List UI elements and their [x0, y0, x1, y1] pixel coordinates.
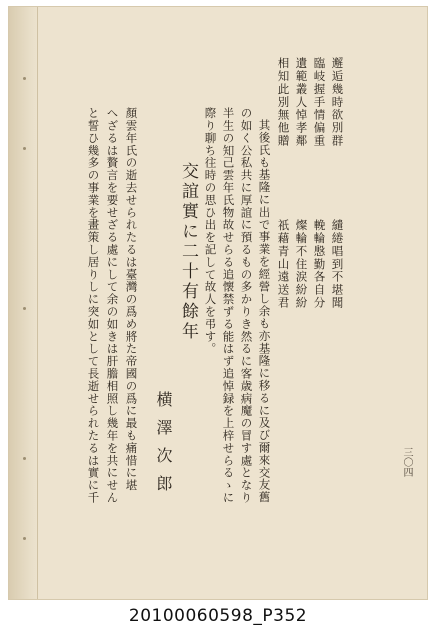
section-title: 交誼實に二十有餘年: [178, 162, 198, 342]
poem-line: 燦輪不住涙紛紛: [294, 219, 309, 310]
page-binding: [9, 7, 39, 599]
poem-line: 遺範叢人悼孝鄰: [294, 57, 309, 148]
poem-line: 相知此別無他贈: [276, 57, 291, 148]
paragraph-line: 其後氏も基隆に出で事業を經營し余も亦基隆に移るに及び爾來交友舊: [257, 119, 272, 504]
poem-line: 輓輪慇勤各自分: [312, 219, 327, 310]
page-number: 三〇四: [401, 447, 412, 477]
author-name: 横澤次郎: [154, 391, 173, 503]
section-body-line: 顏雲年氏の逝去せられたるは臺灣の爲め將た帝國の爲に最も痛惜に堪: [124, 107, 139, 492]
section-body-line: へざるは贅言を要せざる處にして余の如きは肝膽相照し幾年を共にせん: [105, 107, 120, 504]
paragraph-line: の如く公私共に厚誼に預るもの多かりき然るに客歳病魔の冒す處となり: [239, 107, 254, 504]
poem-line: 繾綣唱到不堪聞: [330, 219, 345, 310]
poem-line: 臨岐握手情偏重: [312, 57, 327, 148]
scanned-page: [8, 6, 428, 600]
paragraph-line: 際り聊ち往時の思ひ出を記して故人を弔す。: [203, 107, 218, 355]
paragraph-line: 半生の知己雲年氏物故せらる追懐禁ずる能はず追悼録を上梓せらるゝに: [221, 107, 236, 504]
image-caption: 20100060598_P352: [128, 606, 308, 626]
section-body-line: と誓ひ幾多の事業を畫策し居りしに突如として長逝せられたるは實に千: [86, 107, 101, 504]
poem-line: 邂逅幾時欲別群: [330, 57, 345, 148]
poem-line: 祇藉青山遠送君: [276, 219, 291, 310]
page-fold: [37, 7, 38, 599]
